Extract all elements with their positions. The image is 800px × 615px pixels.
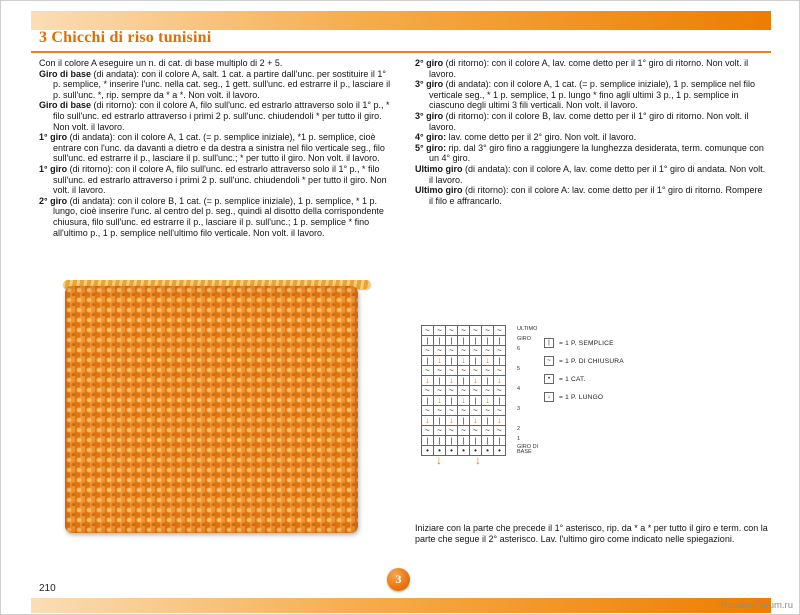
simple-stitch-symbol: | bbox=[434, 336, 446, 346]
instruction-paragraph: 3° giro (di andata): con il colore A, 1 cat. (= p. semplice iniziale), 1 p. semplice nel filo verticale seg., * 1 p. semplice, 1 p. lungo * fino agli ultimi 3 p., 1 p. semplice in ciascuno degli ultimi 3 fili verticali. Non volt. il lavoro. bbox=[415, 79, 756, 111]
simple-stitch-symbol: | bbox=[482, 336, 494, 346]
chart-row-label bbox=[517, 415, 553, 425]
chart-row-label: GIRO DI BASE bbox=[517, 443, 539, 455]
instruction-paragraph: Ultimo giro (di andata): con il colore A, lav. come detto per il 1° giro di andata. Non volt. il lavoro. bbox=[415, 163, 766, 185]
legend-symbol-icon: ~ bbox=[544, 356, 554, 366]
closure-stitch-symbol: ~ bbox=[494, 326, 506, 336]
simple-stitch-symbol: | bbox=[458, 336, 470, 346]
long-stitch-symbol: ↓ bbox=[458, 396, 470, 406]
long-stitch-symbol: ↓ bbox=[482, 396, 494, 406]
closure-stitch-symbol: ~ bbox=[434, 426, 446, 436]
long-stitch-arrow: ↓ bbox=[436, 453, 442, 467]
legend-symbol-icon: | bbox=[544, 338, 554, 348]
closure-stitch-symbol: ~ bbox=[470, 386, 482, 396]
legend-label: = 1 CAT. bbox=[559, 375, 586, 383]
chart-row bbox=[422, 436, 506, 446]
round-label: Giro di base bbox=[39, 68, 92, 79]
right-instructions bbox=[415, 58, 769, 206]
simple-stitch-symbol: | bbox=[482, 416, 494, 426]
round-label: 1° giro bbox=[39, 132, 68, 143]
left-instructions bbox=[39, 69, 393, 239]
legend-item bbox=[544, 356, 624, 366]
closure-stitch-symbol: ~ bbox=[482, 326, 494, 336]
simple-stitch-symbol: | bbox=[494, 336, 506, 346]
closure-stitch-symbol: ~ bbox=[494, 426, 506, 436]
round-label: 2° giro bbox=[39, 195, 68, 206]
closure-stitch-symbol: ~ bbox=[458, 326, 470, 336]
page-title: 3 Chicchi di riso tunisini bbox=[39, 29, 212, 46]
intro-paragraph: Con il colore A eseguire un n. di cat. di base multiplo di 2 + 5. bbox=[39, 58, 283, 68]
closure-stitch-symbol: ~ bbox=[470, 326, 482, 336]
chart-row bbox=[422, 386, 506, 396]
closure-stitch-symbol: ~ bbox=[494, 386, 506, 396]
closure-stitch-symbol: ~ bbox=[482, 426, 494, 436]
long-stitch-symbol: ↓ bbox=[434, 356, 446, 366]
simple-stitch-symbol: | bbox=[470, 396, 482, 406]
simple-stitch-symbol: | bbox=[446, 396, 458, 406]
instruction-paragraph: Ultimo giro (di ritorno): con il colore A: lav. come detto per il 1° giro di ritorno. Rompere il filo e affrancarlo. bbox=[415, 185, 763, 206]
closure-stitch-symbol: ~ bbox=[458, 366, 470, 376]
simple-stitch-symbol: | bbox=[494, 356, 506, 366]
closure-stitch-symbol: ~ bbox=[458, 386, 470, 396]
closure-stitch-symbol: ~ bbox=[446, 426, 458, 436]
legend-item bbox=[544, 374, 624, 384]
instruction-paragraph: 4° giro: lav. come detto per il 2° giro. Non volt. il lavoro. bbox=[415, 132, 637, 143]
chart-row bbox=[422, 356, 506, 366]
chart-row bbox=[422, 406, 506, 416]
long-stitch-symbol: ↓ bbox=[470, 376, 482, 386]
closure-stitch-symbol: ~ bbox=[458, 346, 470, 356]
stitch-chart-grid bbox=[421, 325, 506, 456]
closure-stitch-symbol: ~ bbox=[434, 346, 446, 356]
simple-stitch-symbol: | bbox=[446, 336, 458, 346]
instruction-paragraph: 3° giro (di ritorno): con il colore B, lav. come detto per il 1° giro di ritorno. Non volt. il lavoro. bbox=[415, 110, 749, 132]
chart-row bbox=[422, 446, 506, 456]
closure-stitch-symbol: ~ bbox=[422, 426, 434, 436]
chain-stitch-symbol: • bbox=[422, 446, 434, 456]
round-label: Ultimo giro bbox=[415, 163, 463, 174]
instruction-paragraph: 5° giro: rip. dal 3° giro fino a raggiungere la lunghezza desiderata, term. comunque con un 4° giro. bbox=[415, 142, 764, 164]
closure-stitch-symbol: ~ bbox=[482, 346, 494, 356]
closure-stitch-symbol: ~ bbox=[494, 346, 506, 356]
legend-label: = 1 P. LUNGO bbox=[559, 393, 604, 401]
simple-stitch-symbol: | bbox=[470, 356, 482, 366]
title-rule bbox=[31, 51, 771, 53]
long-stitch-symbol: ↓ bbox=[422, 376, 434, 386]
long-stitch-symbol: ↓ bbox=[494, 416, 506, 426]
round-label: Giro di base bbox=[39, 100, 92, 111]
top-accent-bar bbox=[31, 11, 771, 30]
long-stitch-arrow: ↓ bbox=[475, 453, 481, 467]
closure-stitch-symbol: ~ bbox=[422, 326, 434, 336]
instruction-paragraph: 2° giro (di andata): con il colore B, 1 cat. (= p. semplice iniziale), 1 p. semplice, * 1 p. lungo, cioè inserire l'unc. al centro del p. seg., quindi al disotto della corrispondente chiusura, filo sull'unc. ed estrarre il p., lasciare il p. sull'unc.; 1 p. semplice * fino all'ultimo p., 1 p. semplice nell'ultimo filo verticale. Non volt. il lavoro. bbox=[39, 195, 384, 238]
closure-stitch-symbol: ~ bbox=[434, 366, 446, 376]
simple-stitch-symbol: | bbox=[446, 436, 458, 446]
chart-row-label: 4 bbox=[517, 386, 521, 393]
legend-symbol-icon: ↓ bbox=[544, 392, 554, 402]
chart-row bbox=[422, 346, 506, 356]
instruction-paragraph: Giro di base (di ritorno): con il colore A, filo sull'unc. ed estrarlo attraverso solo il 1° p., * filo sull'unc. ed estrarlo attraverso i primi 2 p. sull'unc. chiudendoli * per tutto il giro. Non volt. il lavoro. bbox=[39, 100, 390, 132]
chart-legend bbox=[544, 338, 624, 410]
simple-stitch-symbol: | bbox=[422, 336, 434, 346]
simple-stitch-symbol: | bbox=[482, 376, 494, 386]
chain-stitch-symbol: • bbox=[458, 446, 470, 456]
closure-stitch-symbol: ~ bbox=[470, 346, 482, 356]
chart-row-label: 3 bbox=[517, 406, 521, 413]
closure-stitch-symbol: ~ bbox=[422, 386, 434, 396]
closure-stitch-symbol: ~ bbox=[470, 406, 482, 416]
long-stitch-symbol: ↓ bbox=[446, 376, 458, 386]
simple-stitch-symbol: | bbox=[482, 436, 494, 446]
simple-stitch-symbol: | bbox=[422, 396, 434, 406]
simple-stitch-symbol: | bbox=[422, 356, 434, 366]
simple-stitch-symbol: | bbox=[458, 436, 470, 446]
chart-row bbox=[422, 336, 506, 346]
round-label: 3° giro bbox=[415, 79, 444, 90]
simple-stitch-symbol: | bbox=[470, 436, 482, 446]
chain-stitch-symbol: • bbox=[446, 446, 458, 456]
simple-stitch-symbol: | bbox=[458, 376, 470, 386]
chart-row bbox=[422, 326, 506, 336]
long-stitch-symbol: ↓ bbox=[458, 356, 470, 366]
long-stitch-symbol: ↓ bbox=[446, 416, 458, 426]
simple-stitch-symbol: | bbox=[434, 376, 446, 386]
closure-stitch-symbol: ~ bbox=[446, 346, 458, 356]
closure-stitch-symbol: ~ bbox=[446, 366, 458, 376]
long-stitch-symbol: ↓ bbox=[422, 416, 434, 426]
closure-stitch-symbol: ~ bbox=[434, 386, 446, 396]
chart-row-label: 2 bbox=[517, 426, 521, 433]
closure-stitch-symbol: ~ bbox=[422, 406, 434, 416]
simple-stitch-symbol: | bbox=[470, 336, 482, 346]
page-number: 210 bbox=[39, 583, 56, 594]
simple-stitch-symbol: | bbox=[494, 436, 506, 446]
long-stitch-symbol: ↓ bbox=[494, 376, 506, 386]
long-stitch-symbol: ↓ bbox=[434, 396, 446, 406]
chain-stitch-symbol: • bbox=[482, 446, 494, 456]
right-text-column bbox=[415, 58, 769, 206]
closure-stitch-symbol: ~ bbox=[434, 326, 446, 336]
section-number-badge: 3 bbox=[387, 568, 410, 591]
chain-stitch-symbol: • bbox=[494, 446, 506, 456]
chart-row-label: 1 bbox=[517, 436, 521, 443]
closure-stitch-symbol: ~ bbox=[482, 386, 494, 396]
closure-stitch-symbol: ~ bbox=[470, 426, 482, 436]
instruction-paragraph: Giro di base (di andata): con il colore A, salt. 1 cat. a partire dall'unc. per sostituire il 1° p. semplice, * inserire l'unc. nella cat. seg., 1 gett. sull'unc. ed estrarre il p., lasciare il p. sull'unc. *, rip. sempre da * a *. Non volt. il lavoro. bbox=[39, 68, 391, 100]
round-label: 3° giro bbox=[415, 110, 444, 121]
long-stitch-symbol: ↓ bbox=[470, 416, 482, 426]
closure-stitch-symbol: ~ bbox=[470, 366, 482, 376]
chart-row-label: 5 bbox=[517, 366, 521, 373]
chart-row bbox=[422, 426, 506, 436]
closure-stitch-symbol: ~ bbox=[482, 406, 494, 416]
closure-stitch-symbol: ~ bbox=[446, 386, 458, 396]
closure-stitch-symbol: ~ bbox=[446, 326, 458, 336]
chart-row bbox=[422, 416, 506, 426]
simple-stitch-symbol: | bbox=[434, 436, 446, 446]
closure-stitch-symbol: ~ bbox=[422, 346, 434, 356]
asterisk-note: Iniziare con la parte che precede il 1° asterisco, rip. da * a * per tutto il giro e term. con la parte che segue il 2° asterisco. Lav. l'ultimo giro come indicato nelle spiegazioni. bbox=[415, 523, 768, 544]
closure-stitch-symbol: ~ bbox=[458, 426, 470, 436]
closure-stitch-symbol: ~ bbox=[422, 366, 434, 376]
simple-stitch-symbol: | bbox=[434, 416, 446, 426]
simple-stitch-symbol: | bbox=[458, 416, 470, 426]
round-label: 4° giro: bbox=[415, 132, 447, 143]
closure-stitch-symbol: ~ bbox=[482, 366, 494, 376]
chain-stitch-symbol: • bbox=[434, 446, 446, 456]
bottom-accent-bar bbox=[31, 598, 771, 613]
legend-symbol-icon: • bbox=[544, 374, 554, 384]
instruction-paragraph: 1° giro (di ritorno): con il colore A, filo sull'unc. ed estrarlo attraverso solo il 1° p., * filo sull'unc. ed estrarlo attraverso i primi 2 p. sull'unc. chiudendoli * per tutto il giro. Non volt. il lavoro. bbox=[39, 163, 387, 196]
watermark: PassionForum.ru bbox=[720, 600, 793, 611]
legend-item bbox=[544, 392, 624, 402]
legend-label: = 1 P. DI CHIUSURA bbox=[559, 357, 624, 365]
simple-stitch-symbol: | bbox=[446, 356, 458, 366]
long-stitch-symbol: ↓ bbox=[482, 356, 494, 366]
chart-row bbox=[422, 376, 506, 386]
chart-row-label: ULTIMO bbox=[517, 326, 538, 333]
round-label: 1° giro bbox=[39, 163, 68, 174]
round-label: Ultimo giro bbox=[415, 185, 463, 196]
instruction-paragraph: 2° giro (di ritorno): con il colore A, lav. come detto per il 1° giro di ritorno. Non volt. il lavoro. bbox=[415, 58, 749, 79]
closure-stitch-symbol: ~ bbox=[458, 406, 470, 416]
legend-item bbox=[544, 338, 624, 348]
round-label: 5° giro: bbox=[415, 142, 447, 153]
chart-row-label: 6 bbox=[517, 346, 521, 353]
simple-stitch-symbol: | bbox=[422, 436, 434, 446]
chart-row bbox=[422, 396, 506, 406]
round-label: 2° giro bbox=[415, 58, 444, 68]
closure-stitch-symbol: ~ bbox=[494, 366, 506, 376]
instruction-paragraph: 1° giro (di andata): con il colore A, 1 cat. (= p. semplice iniziale), *1 p. semplice, cioè entrare con l'unc. da davanti a dietro e da destra a sinistra nel filo verticale seg., filo sull'unc. ed estrarre il p., lasciare il p. sull'unc.; * per tutto il giro. Non volt. il lavoro. bbox=[39, 132, 385, 164]
closure-stitch-symbol: ~ bbox=[446, 406, 458, 416]
chart-row bbox=[422, 366, 506, 376]
chain-stitch-symbol: • bbox=[470, 446, 482, 456]
crochet-swatch-photo bbox=[65, 286, 358, 533]
left-text-column bbox=[39, 58, 393, 238]
closure-stitch-symbol: ~ bbox=[494, 406, 506, 416]
legend-label: = 1 P. SEMPLICE bbox=[559, 339, 614, 347]
simple-stitch-symbol: | bbox=[494, 396, 506, 406]
closure-stitch-symbol: ~ bbox=[434, 406, 446, 416]
chart-row-label: GIRO bbox=[517, 336, 532, 343]
